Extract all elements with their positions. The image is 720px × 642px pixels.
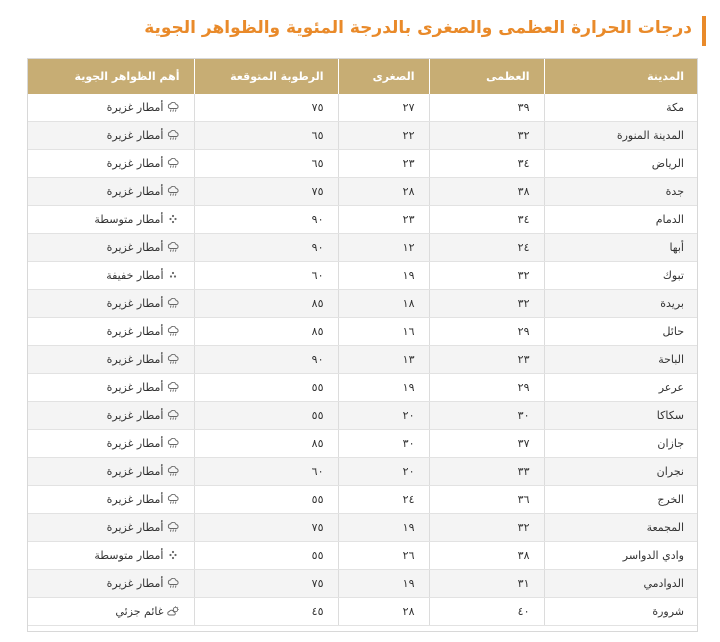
header-city: المدينة <box>544 58 698 94</box>
table-row <box>27 94 698 122</box>
heavy-rain-icon <box>167 158 180 168</box>
cell-max: ٣٤ <box>429 206 544 234</box>
condition-label: أمطار غزيرة <box>106 157 164 170</box>
page-header <box>14 14 706 48</box>
table-row <box>27 374 698 402</box>
cell-humidity: ٩٠ <box>194 234 338 262</box>
cell-min: ١٣ <box>338 346 429 374</box>
cell-min: ٢٣ <box>338 150 429 178</box>
table-row <box>27 598 698 626</box>
cell-max: ٣٠ <box>429 402 544 430</box>
cell-max: ٢٩ <box>429 318 544 346</box>
cell-min: ١٩ <box>338 570 429 598</box>
cell-phenomena <box>27 402 194 430</box>
heavy-rain-icon <box>167 382 180 392</box>
cell-max: ٣٨ <box>429 542 544 570</box>
cell-min: ٢٤ <box>338 486 429 514</box>
cell-min: ٢٨ <box>338 598 429 626</box>
cell-humidity: ٤٥ <box>194 598 338 626</box>
cell-city: الدوادمي <box>544 570 698 598</box>
table-row <box>27 430 698 458</box>
condition-label: أمطار غزيرة <box>106 409 164 422</box>
cell-max: ٣٦ <box>429 486 544 514</box>
title-accent-bar <box>702 16 706 46</box>
cell-humidity: ٧٥ <box>194 94 338 122</box>
table-row <box>27 206 698 234</box>
cell-max: ٤٠ <box>429 598 544 626</box>
cell-phenomena <box>27 514 194 542</box>
cell-phenomena <box>27 598 194 626</box>
condition-label: غائم جزئي <box>115 605 164 618</box>
condition-label: أمطار متوسطة <box>94 213 164 226</box>
condition-label: أمطار غزيرة <box>106 325 164 338</box>
cell-humidity: ٨٥ <box>194 430 338 458</box>
cell-phenomena <box>27 150 194 178</box>
table-row <box>27 346 698 374</box>
header-phenomena: أهم الظواهر الجوية <box>27 58 194 94</box>
cell-max: ٢٣ <box>429 346 544 374</box>
cell-humidity: ٦٠ <box>194 458 338 486</box>
header-max: العظمى <box>429 58 544 94</box>
cell-max: ٣٩ <box>429 94 544 122</box>
table-row <box>27 234 698 262</box>
cell-humidity: ٦٥ <box>194 150 338 178</box>
cell-city: المدينة المنورة <box>544 122 698 150</box>
heavy-rain-icon <box>167 298 180 308</box>
cell-max: ٢٤ <box>429 234 544 262</box>
table-row <box>27 150 698 178</box>
cell-max: ٣٢ <box>429 122 544 150</box>
cell-humidity: ٦٠ <box>194 262 338 290</box>
cell-phenomena <box>27 570 194 598</box>
cell-city: شرورة <box>544 598 698 626</box>
cell-phenomena <box>27 94 194 122</box>
cell-city: الباحة <box>544 346 698 374</box>
cell-city: نجران <box>544 458 698 486</box>
cell-city: تبوك <box>544 262 698 290</box>
condition-label: أمطار غزيرة <box>106 381 164 394</box>
condition-label: أمطار غزيرة <box>106 353 164 366</box>
cell-phenomena <box>27 430 194 458</box>
cell-city: عرعر <box>544 374 698 402</box>
heavy-rain-icon <box>167 354 180 364</box>
page-title: درجات الحرارة العظمى والصغرى بالدرجة المئوية والظواهر الجوية <box>144 18 692 38</box>
table-row <box>27 402 698 430</box>
cell-city: أبها <box>544 234 698 262</box>
condition-label: أمطار غزيرة <box>106 437 164 450</box>
cell-city: حائل <box>544 318 698 346</box>
cell-city: المجمعة <box>544 514 698 542</box>
cell-phenomena <box>27 542 194 570</box>
cell-min: ١٢ <box>338 234 429 262</box>
cell-min: ٢٨ <box>338 178 429 206</box>
cell-phenomena <box>27 234 194 262</box>
cell-min: ٣٠ <box>338 430 429 458</box>
light-rain-icon <box>167 270 180 280</box>
cell-city: وادي الدواسر <box>544 542 698 570</box>
condition-label: أمطار غزيرة <box>106 297 164 310</box>
cell-phenomena <box>27 486 194 514</box>
table-row <box>27 458 698 486</box>
condition-label: أمطار غزيرة <box>106 129 164 142</box>
cell-max: ٣٢ <box>429 514 544 542</box>
table-body <box>27 94 698 626</box>
heavy-rain-icon <box>167 326 180 336</box>
table-row <box>27 570 698 598</box>
condition-label: أمطار غزيرة <box>106 577 164 590</box>
condition-label: أمطار غزيرة <box>106 101 164 114</box>
table-row <box>27 486 698 514</box>
cell-min: ٢٠ <box>338 402 429 430</box>
cell-min: ٢٢ <box>338 122 429 150</box>
moderate-rain-icon <box>167 214 180 224</box>
condition-label: أمطار غزيرة <box>106 465 164 478</box>
cell-min: ٢٧ <box>338 94 429 122</box>
cell-phenomena <box>27 458 194 486</box>
cell-max: ٣٢ <box>429 262 544 290</box>
cell-city: مكة <box>544 94 698 122</box>
heavy-rain-icon <box>167 578 180 588</box>
cell-humidity: ٥٥ <box>194 374 338 402</box>
table-header-row <box>27 58 698 94</box>
table-row <box>27 290 698 318</box>
table-row <box>27 262 698 290</box>
partly-cloudy-icon <box>167 606 180 616</box>
cell-max: ٣٣ <box>429 458 544 486</box>
cell-city: جدة <box>544 178 698 206</box>
cell-phenomena <box>27 206 194 234</box>
heavy-rain-icon <box>167 410 180 420</box>
cell-min: ٢٠ <box>338 458 429 486</box>
cell-max: ٣٤ <box>429 150 544 178</box>
cell-phenomena <box>27 374 194 402</box>
cell-min: ١٩ <box>338 514 429 542</box>
cell-humidity: ٧٥ <box>194 570 338 598</box>
cell-city: الدمام <box>544 206 698 234</box>
condition-label: أمطار متوسطة <box>94 549 164 562</box>
cell-min: ١٨ <box>338 290 429 318</box>
condition-label: أمطار خفيفة <box>106 269 164 282</box>
heavy-rain-icon <box>167 438 180 448</box>
heavy-rain-icon <box>167 102 180 112</box>
header-humidity: الرطوبة المتوقعة <box>194 58 338 94</box>
condition-label: أمطار غزيرة <box>106 185 164 198</box>
cell-phenomena <box>27 178 194 206</box>
cell-humidity: ٥٥ <box>194 402 338 430</box>
table-row <box>27 514 698 542</box>
weather-table <box>27 58 698 626</box>
table-row <box>27 178 698 206</box>
heavy-rain-icon <box>167 186 180 196</box>
heavy-rain-icon <box>167 494 180 504</box>
cell-city: بريدة <box>544 290 698 318</box>
cell-humidity: ٦٥ <box>194 122 338 150</box>
heavy-rain-icon <box>167 522 180 532</box>
cell-max: ٣١ <box>429 570 544 598</box>
cell-city: الرياض <box>544 150 698 178</box>
cell-min: ١٦ <box>338 318 429 346</box>
heavy-rain-icon <box>167 466 180 476</box>
cell-humidity: ٥٥ <box>194 486 338 514</box>
cell-phenomena <box>27 290 194 318</box>
cell-max: ٣٢ <box>429 290 544 318</box>
cell-min: ١٩ <box>338 262 429 290</box>
cell-humidity: ٧٥ <box>194 178 338 206</box>
cell-humidity: ٨٥ <box>194 290 338 318</box>
cell-max: ٣٧ <box>429 430 544 458</box>
cell-city: الخرج <box>544 486 698 514</box>
cell-humidity: ٨٥ <box>194 318 338 346</box>
heavy-rain-icon <box>167 242 180 252</box>
header-min: الصغرى <box>338 58 429 94</box>
heavy-rain-icon <box>167 130 180 140</box>
condition-label: أمطار غزيرة <box>106 521 164 534</box>
table-row <box>27 542 698 570</box>
cell-max: ٣٨ <box>429 178 544 206</box>
cell-phenomena <box>27 318 194 346</box>
cell-city: سكاكا <box>544 402 698 430</box>
cell-phenomena <box>27 262 194 290</box>
cell-min: ١٩ <box>338 374 429 402</box>
cell-phenomena <box>27 122 194 150</box>
cell-humidity: ٧٥ <box>194 514 338 542</box>
cell-min: ٢٣ <box>338 206 429 234</box>
cell-humidity: ٩٠ <box>194 206 338 234</box>
table-row <box>27 122 698 150</box>
moderate-rain-icon <box>167 550 180 560</box>
table-row <box>27 318 698 346</box>
cell-humidity: ٥٥ <box>194 542 338 570</box>
condition-label: أمطار غزيرة <box>106 493 164 506</box>
cell-humidity: ٩٠ <box>194 346 338 374</box>
cell-city: جازان <box>544 430 698 458</box>
cell-phenomena <box>27 346 194 374</box>
cell-min: ٢٦ <box>338 542 429 570</box>
cell-max: ٢٩ <box>429 374 544 402</box>
condition-label: أمطار غزيرة <box>106 241 164 254</box>
